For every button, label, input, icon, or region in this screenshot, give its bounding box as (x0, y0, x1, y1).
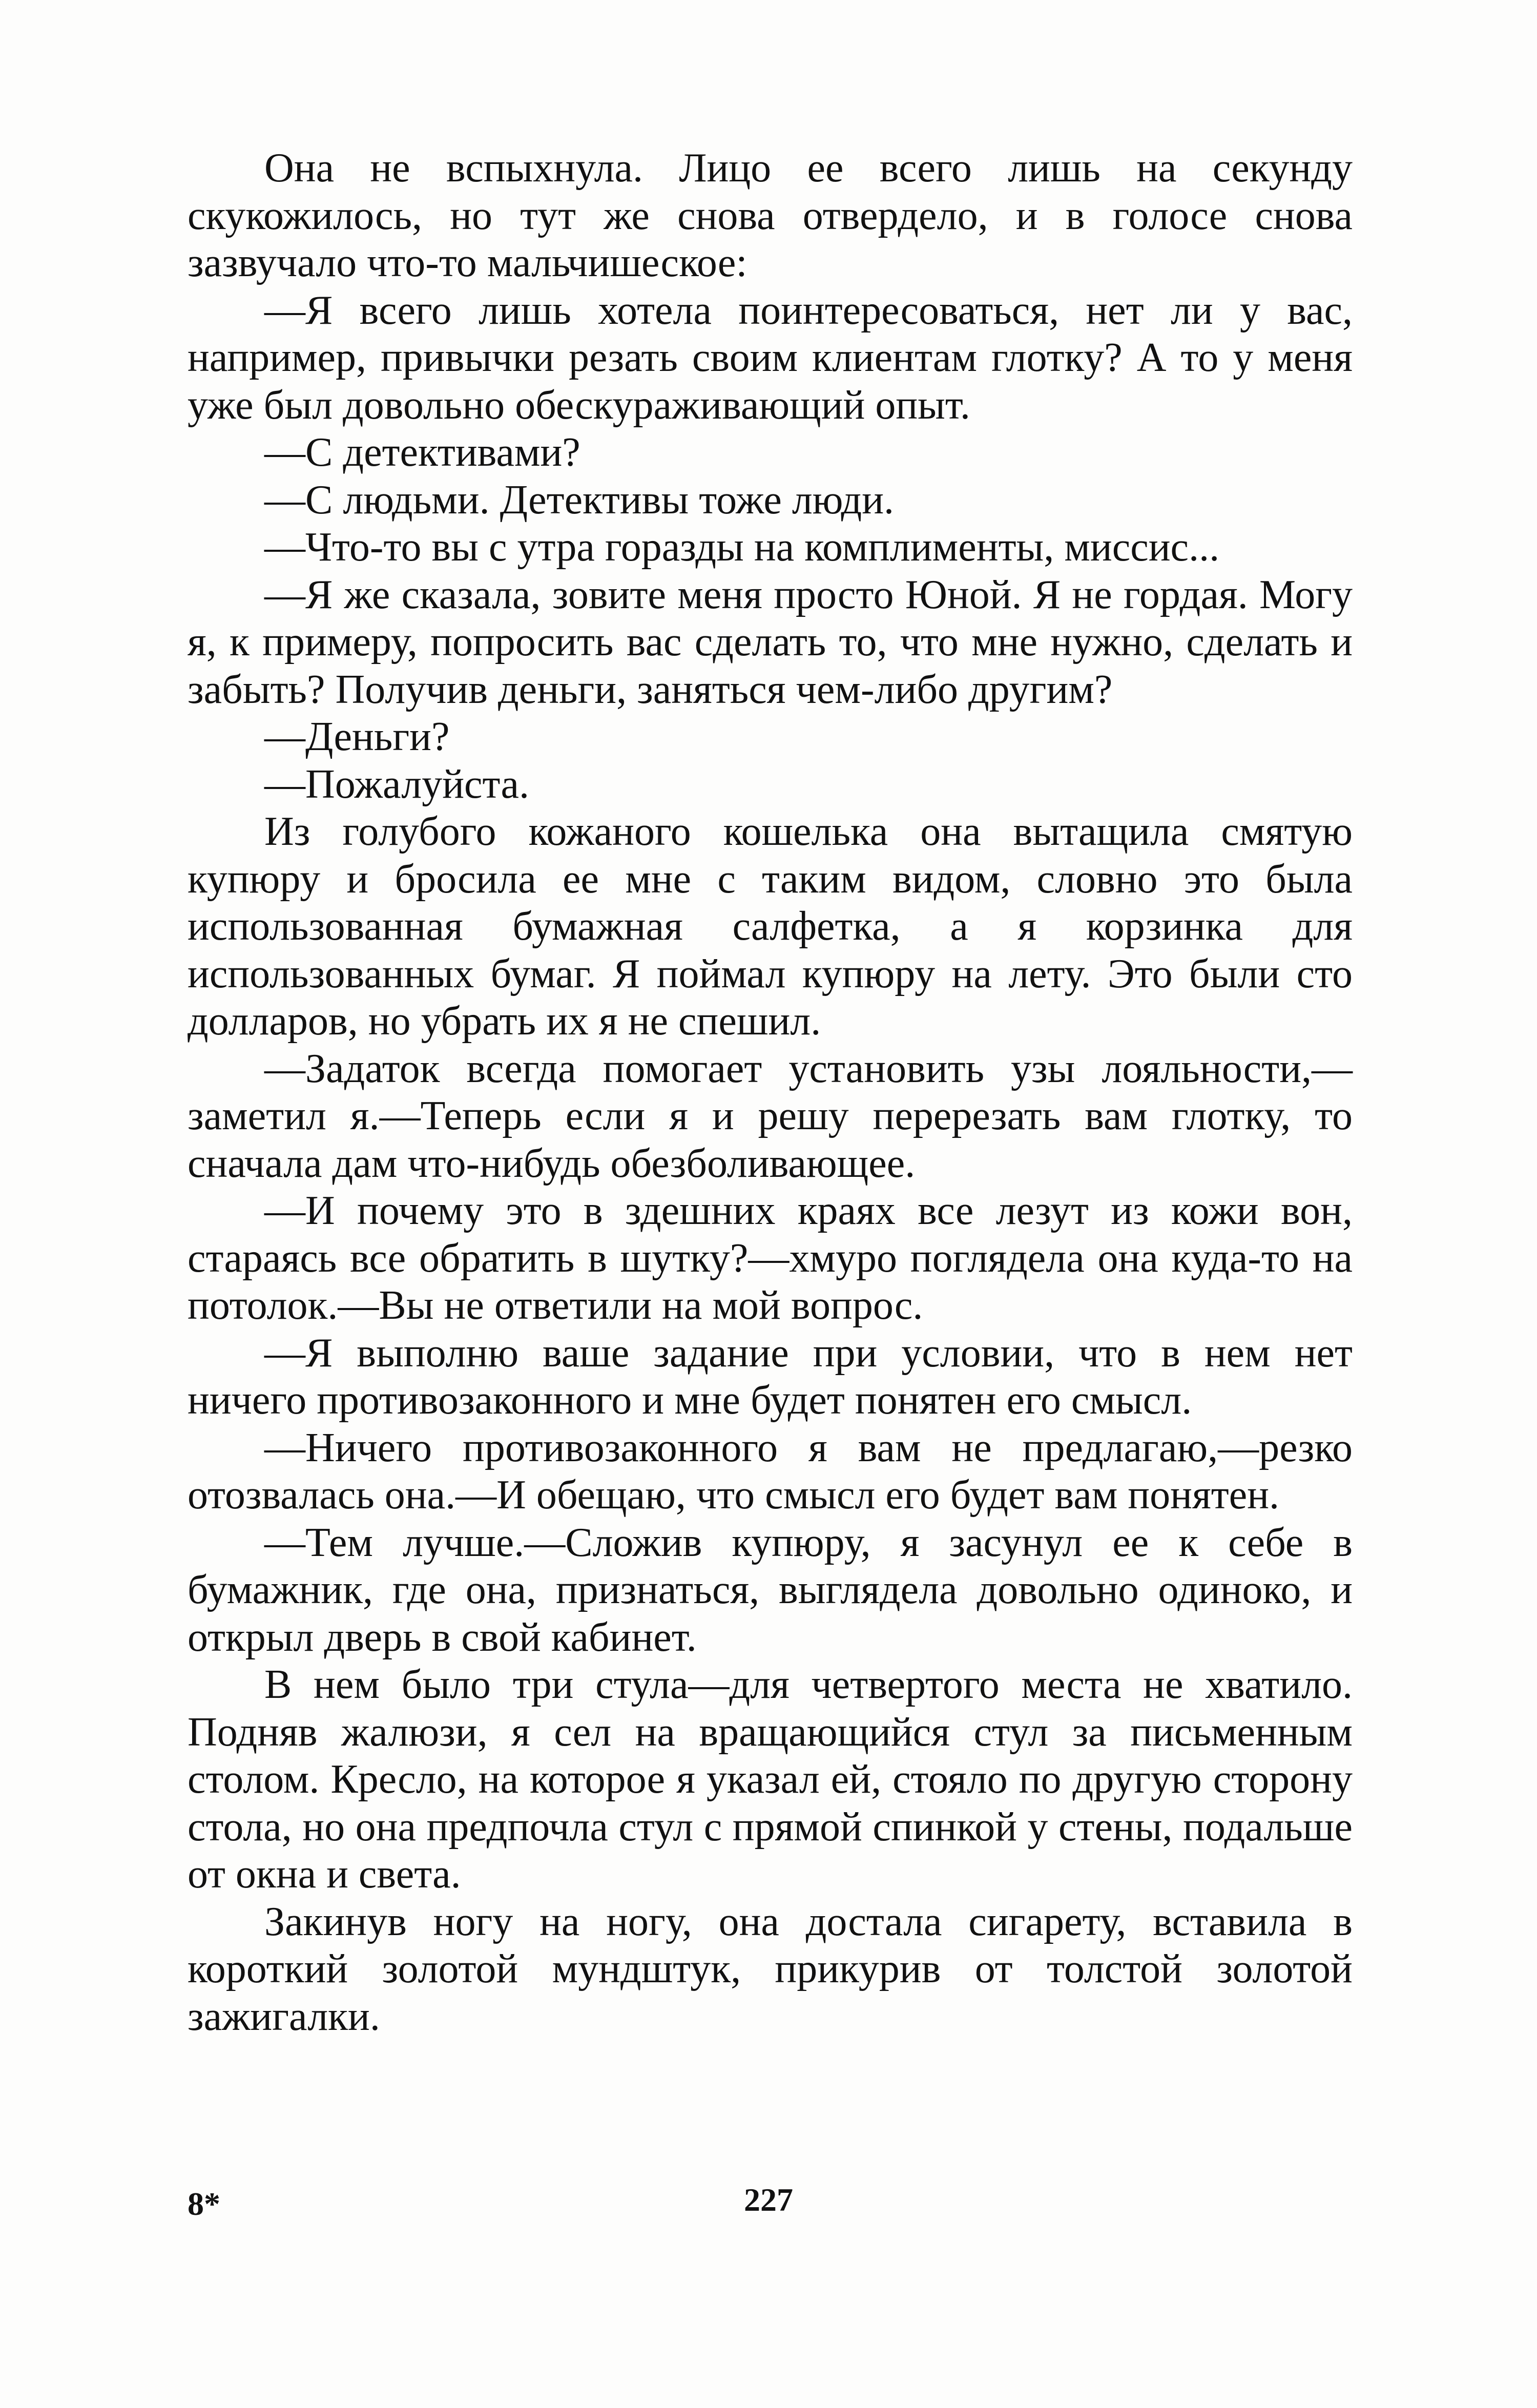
paragraph-12: —Я выполню ваше задание при условии, что в нем нет ничего противозаконного и мне будет понятен его смысл. (188, 1330, 1353, 1423)
paragraph-7: —Деньги? (264, 714, 450, 759)
paragraph-13: —Ничего противозаконного я вам не предлагаю,—резко отозвалась она.—И обещаю, что смысл его будет вам понятен. (188, 1425, 1353, 1518)
paragraph-4: —С людьми. Детективы тоже люди. (264, 477, 895, 523)
page-number: 227 (744, 2182, 793, 2218)
paragraph-5: —Что-то вы с утра горазды на комплименты, миссис... (264, 525, 1220, 570)
paragraph-3: —С детективами? (264, 430, 580, 475)
paragraph-6: —Я же сказала, зовите меня просто Юной. Я не гордая. Могу я, к примеру, попросить вас сделать то, что мне нужно, сделать и забыть? Получив деньги, заняться чем-либо другим? (188, 572, 1353, 712)
paragraph-10: —Задаток всегда помогает установить узы лояльности,—заметил я.—Теперь если я и решу перерезать вам глотку, то сначала дам что-нибудь обезболивающее. (188, 1046, 1353, 1186)
paragraph-16: Закинув ногу на ногу, она достала сигарету, вставила в короткий золотой мундштук, прикурив от толстой золотой зажигалки. (188, 1899, 1353, 2039)
paragraph-14: —Тем лучше.—Сложив купюру, я засунул ее к себе в бумажник, где она, признаться, выглядела довольно одиноко, и открыл дверь в свой кабинет. (188, 1520, 1353, 1660)
paragraph-11: —И почему это в здешних краях все лезут из кожи вон, стараясь все обратить в шутку?—хмуро поглядела она куда-то на потолок.—Вы не ответили на мой вопрос. (188, 1188, 1353, 1328)
paragraph-2: —Я всего лишь хотела поинтересоваться, нет ли у вас, например, привычки резать своим клиентам глотку? А то у меня уже был довольно обескураживающий опыт. (188, 287, 1353, 428)
paragraph-8: —Пожалуйста. (264, 761, 529, 807)
paragraph-15: В нем было три стула—для четвертого места не хватило. Подняв жалюзи, я сел на вращающийся стул за письменным столом. Кресло, на которое я указал ей, стояло по другую сторону стола, но она предпочла стул с прямой спинкой у стены, подальше от окна и света. (188, 1662, 1353, 1897)
signature-mark: 8* (188, 2186, 220, 2222)
paragraph-1: Она не вспыхнула. Лицо ее всего лишь на секунду скукожилось, но тут же снова отвердело, и в голосе снова зазвучало что-то мальчишеское: (188, 146, 1353, 285)
paragraph-9: Из голубого кожаного кошелька она вытащила смятую купюру и бросила ее мне с таким видом, словно это была использованная бумажная салфетка, а я корзинка для использованных бумаг. Я поймал купюру на лету. Это были сто долларов, но убрать их я не спешил. (188, 809, 1353, 1044)
page-text (188, 144, 1353, 2040)
